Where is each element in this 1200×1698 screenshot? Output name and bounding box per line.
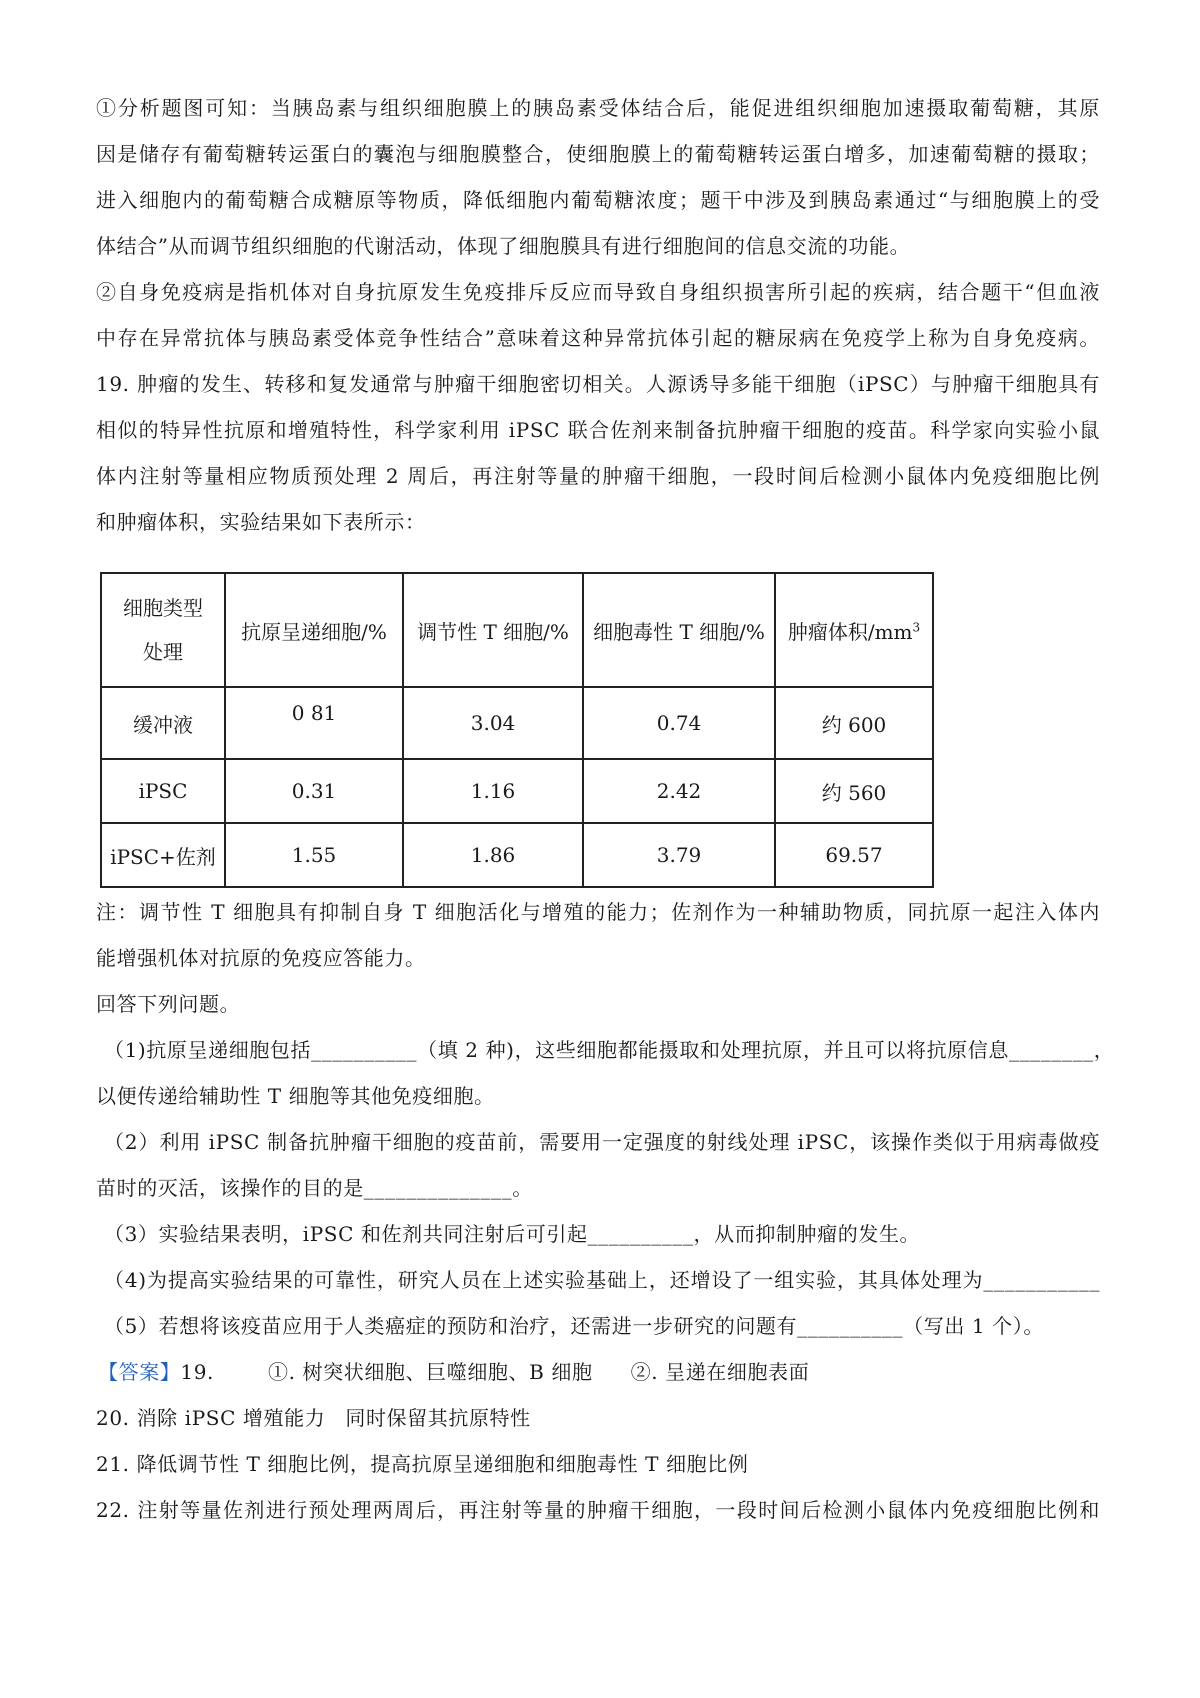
column-header: 抗原呈递细胞/% — [225, 573, 403, 687]
table-cell: 2.42 — [583, 759, 775, 823]
table-corner-cell — [101, 573, 225, 687]
question19-line-3: 体内注射等量相应物质预处理 2 周后，再注射等量的肿瘤干细胞，一段时间后检测小鼠体内免疫细胞比例 — [96, 464, 1100, 488]
table-row — [101, 687, 933, 759]
answer-item-2: ②. 呈递在细胞表面 — [630, 1360, 810, 1384]
answer-20-part-b: 同时保留其抗原特性 — [345, 1406, 531, 1430]
results-table — [100, 572, 934, 888]
row-label: iPSC+佐剂 — [101, 823, 225, 887]
subquestion-2-line-1: （2）利用 iPSC 制备抗肿瘤干细胞的疫苗前，需要用一定强度的射线处理 iPSC，该操作类似于用病毒做疫 — [104, 1130, 1100, 1154]
table-cell: 69.57 — [775, 823, 933, 887]
subquestion-3: （3）实验结果表明，iPSC 和佐剂共同注射后可引起__________，从而抑制肿瘤的发生。 — [104, 1222, 921, 1246]
para1-line-1: ①分析题图可知：当胰岛素与组织细胞膜上的胰岛素受体结合后，能促进组织细胞加速摄取葡萄糖，其原 — [96, 96, 1100, 120]
answer-line-22: 22. 注射等量佐剂进行预处理两周后，再注射等量的肿瘤干细胞，一段时间后检测小鼠体内免疫细胞比例和 — [96, 1498, 1100, 1522]
answer-line-19 — [98, 1358, 809, 1386]
table-cell: 0.74 — [583, 687, 775, 759]
cell-value: 0 81 — [291, 701, 337, 725]
table-cell: 约 560 — [775, 759, 933, 823]
table-row — [101, 823, 933, 887]
para1-line-3: 进入细胞内的葡萄糖合成糖原等物质，降低细胞内葡萄糖浓度；题干中涉及到胰岛素通过“与细胞膜上的受 — [96, 188, 1100, 212]
answer-line-21: 21. 降低调节性 T 细胞比例，提高抗原呈递细胞和细胞毒性 T 细胞比例 — [96, 1452, 749, 1476]
table-cell: 1.55 — [225, 823, 403, 887]
corner-bottom-label: 处理 — [143, 640, 183, 664]
corner-top-label: 细胞类型 — [123, 596, 203, 620]
para2-line-2: 中存在异常抗体与胰岛素受体竞争性结合”意味着这种异常抗体引起的糖尿病在免疫学上称为自身免疫病。 — [96, 326, 1100, 350]
column-header: 调节性 T 细胞/% — [403, 573, 583, 687]
para1-line-4: 体结合”从而调节组织细胞的代谢活动，体现了细胞膜具有进行细胞间的信息交流的功能。 — [96, 234, 911, 258]
para2-line-1: ②自身免疫病是指机体对自身抗原发生免疫排斥反应而导致自身组织损害所引起的疾病，结合题干“但血液 — [96, 280, 1100, 304]
table-cell: 3.04 — [403, 687, 583, 759]
table-cell: 3.79 — [583, 823, 775, 887]
answer-item-1: ①. 树突状细胞、巨噬细胞、B 细胞 — [268, 1360, 593, 1384]
question19-line-1: 19. 肿瘤的发生、转移和复发通常与肿瘤干细胞密切相关。人源诱导多能干细胞（iPSC）与肿瘤干细胞具有 — [96, 372, 1100, 396]
table-cell: 1.16 — [403, 759, 583, 823]
tumor-volume-label: 肿瘤体积/mm — [787, 619, 913, 644]
note-line-2: 能增强机体对抗原的免疫应答能力。 — [96, 946, 426, 970]
row-label: 缓冲液 — [101, 687, 225, 759]
table-row — [101, 759, 933, 823]
column-header: 细胞毒性 T 细胞/% — [583, 573, 775, 687]
note-line-1: 注：调节性 T 细胞具有抑制自身 T 细胞活化与增殖的能力；佐剂作为一种辅助物质，同抗原一起注入体内 — [96, 900, 1100, 924]
subquestion-1-line-1: （1)抗原呈递细胞包括__________（填 2 种)，这些细胞都能摄取和处理抗原，并且可以将抗原信息________， — [104, 1038, 1115, 1062]
table-cell — [225, 687, 403, 759]
answer-20-part-a: 20. 消除 iPSC 增殖能力 — [96, 1406, 326, 1430]
subquestion-5: （5）若想将该疫苗应用于人类癌症的预防和治疗，还需进一步研究的问题有__________（写出 1 个）。 — [104, 1314, 1044, 1338]
subquestion-1-line-2: 以便传递给辅助性 T 细胞等其他免疫细胞。 — [96, 1084, 495, 1108]
subquestion-2-line-2: 苗时的灭活，该操作的目的是______________。 — [96, 1176, 533, 1200]
table-header-row — [101, 573, 933, 687]
table-cell: 1.86 — [403, 823, 583, 887]
row-label: iPSC — [101, 759, 225, 823]
answer-number: 19. — [180, 1360, 215, 1384]
question19-line-4: 和肿瘤体积，实验结果如下表所示： — [96, 510, 426, 534]
answer-tag: 【答案】 — [98, 1360, 181, 1384]
question19-line-2: 相似的特异性抗原和增殖特性，科学家利用 iPSC 联合佐剂来制备抗肿瘤干细胞的疫苗。科学家向实验小鼠 — [96, 418, 1100, 442]
column-header — [775, 573, 933, 687]
unit-superscript: 3 — [912, 619, 921, 634]
answer-prompt: 回答下列问题。 — [96, 992, 241, 1016]
table-cell: 0.31 — [225, 759, 403, 823]
subquestion-4: （4)为提高实验结果的可靠性，研究人员在上述实验基础上，还增设了一组实验，其具体处理为___________ — [104, 1268, 1100, 1292]
para1-line-2: 因是储存有葡萄糖转运蛋白的囊泡与细胞膜整合，使细胞膜上的葡萄糖转运蛋白增多，加速葡萄糖的摄取； — [96, 142, 1100, 166]
answer-line-20 — [96, 1404, 531, 1432]
table-cell: 约 600 — [775, 687, 933, 759]
